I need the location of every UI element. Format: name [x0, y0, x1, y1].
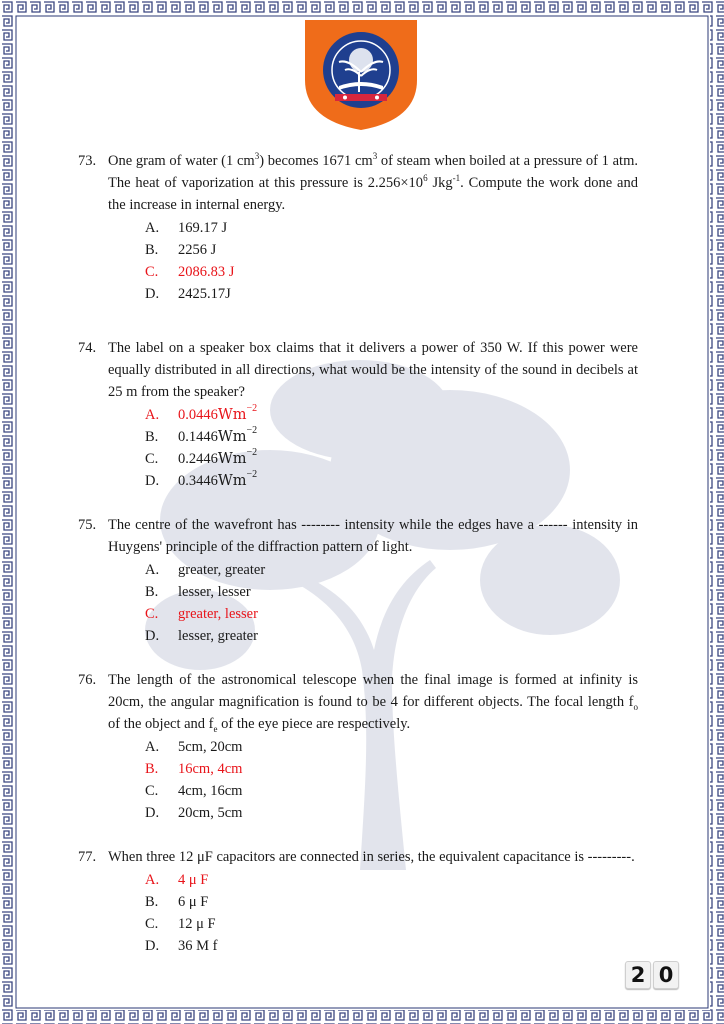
- option-c[interactable]: C. 2086.83 J: [145, 264, 235, 280]
- question-73: [78, 150, 638, 305]
- option-c[interactable]: C. 12 μ F: [145, 916, 216, 932]
- question-number: 73.: [78, 153, 97, 169]
- unit-base: Wm: [217, 407, 247, 423]
- answer-options: [145, 404, 638, 492]
- question-75: [78, 514, 638, 647]
- answer-options: [145, 559, 638, 647]
- question-text: The label on a speaker box claims that it delivers a power of 350 W. If this power were equally distributed in all directions, what would be the intensity of the sound in decibels at 25 m from the speaker?: [108, 340, 638, 400]
- option-d[interactable]: D. 36 M f: [145, 938, 218, 954]
- option-a[interactable]: A. greater, greater: [145, 562, 266, 578]
- option-b[interactable]: B. 6 μ F: [145, 894, 209, 910]
- option-a[interactable]: A. 0.0446 Wm −2: [145, 404, 638, 426]
- question-74: [78, 337, 638, 492]
- unit-exponent: −2: [246, 425, 258, 436]
- question-number: 76.: [78, 672, 97, 688]
- answer-options: [145, 217, 638, 305]
- option-a[interactable]: A. 5cm, 20cm: [145, 739, 243, 755]
- question-number: 75.: [78, 517, 97, 533]
- question-text: When three 12 μF capacitors are connected in series, the equivalent capacitance is ---------.: [108, 849, 635, 865]
- option-d[interactable]: D. 0.3446 Wm −2: [145, 470, 638, 492]
- page-number: [625, 961, 679, 989]
- option-b[interactable]: B. 2256 J: [145, 242, 217, 258]
- question-text: One gram of water (1 $cm^3$) becomes 1671 $cm^3$ of steam when boiled at a pressure of 1 atm. The heat of vaporization at this pressure is $2.256\times 10^6$ Jkg$^{-1}$. Compute the work done and the increase in internal energy.: [108, 151, 638, 213]
- option-a[interactable]: A. 4 μ F: [145, 872, 209, 888]
- question-77: [78, 846, 638, 957]
- answer-options: [145, 869, 638, 957]
- option-d[interactable]: D. lesser, greater: [145, 628, 258, 644]
- unit-exponent: −2: [246, 469, 258, 480]
- question-76: [78, 669, 638, 824]
- question-text: The centre of the wavefront has -------- intensity while the edges have a ------ intensity in Huygens' principle of the diffraction pattern of light.: [108, 517, 638, 555]
- page-digit: 0: [653, 961, 679, 989]
- option-b[interactable]: B. 0.1446 Wm −2: [145, 426, 638, 448]
- unit-base: Wm: [217, 429, 247, 445]
- option-c[interactable]: C. 0.2446 Wm −2: [145, 448, 638, 470]
- option-d[interactable]: D. 20cm, 5cm: [145, 805, 243, 821]
- unit-exponent: −2: [246, 447, 258, 458]
- unit-exponent: −2: [246, 403, 258, 414]
- option-d[interactable]: D. 2425.17J: [145, 286, 231, 302]
- unit-base: Wm: [217, 451, 247, 467]
- option-c[interactable]: C. greater, lesser: [145, 606, 258, 622]
- page-digit: 2: [625, 961, 651, 989]
- option-c[interactable]: C. 4cm, 16cm: [145, 783, 243, 799]
- question-text: The length of the astronomical telescope when the final image is formed at infinity is 20cm, the angular magnification is found to be 4 for different objects. The focal length $f_o$ of the object and $f_e$ of the eye piece are respectively.: [108, 672, 638, 734]
- question-number: 77.: [78, 849, 97, 865]
- unit-base: Wm: [217, 473, 247, 489]
- question-number: 74.: [78, 340, 97, 356]
- answer-options: [145, 736, 638, 824]
- option-b[interactable]: B. lesser, lesser: [145, 584, 251, 600]
- option-b[interactable]: B. 16cm, 4cm: [145, 761, 243, 777]
- school-logo: [305, 20, 417, 130]
- option-a[interactable]: A. 169.17 J: [145, 220, 228, 236]
